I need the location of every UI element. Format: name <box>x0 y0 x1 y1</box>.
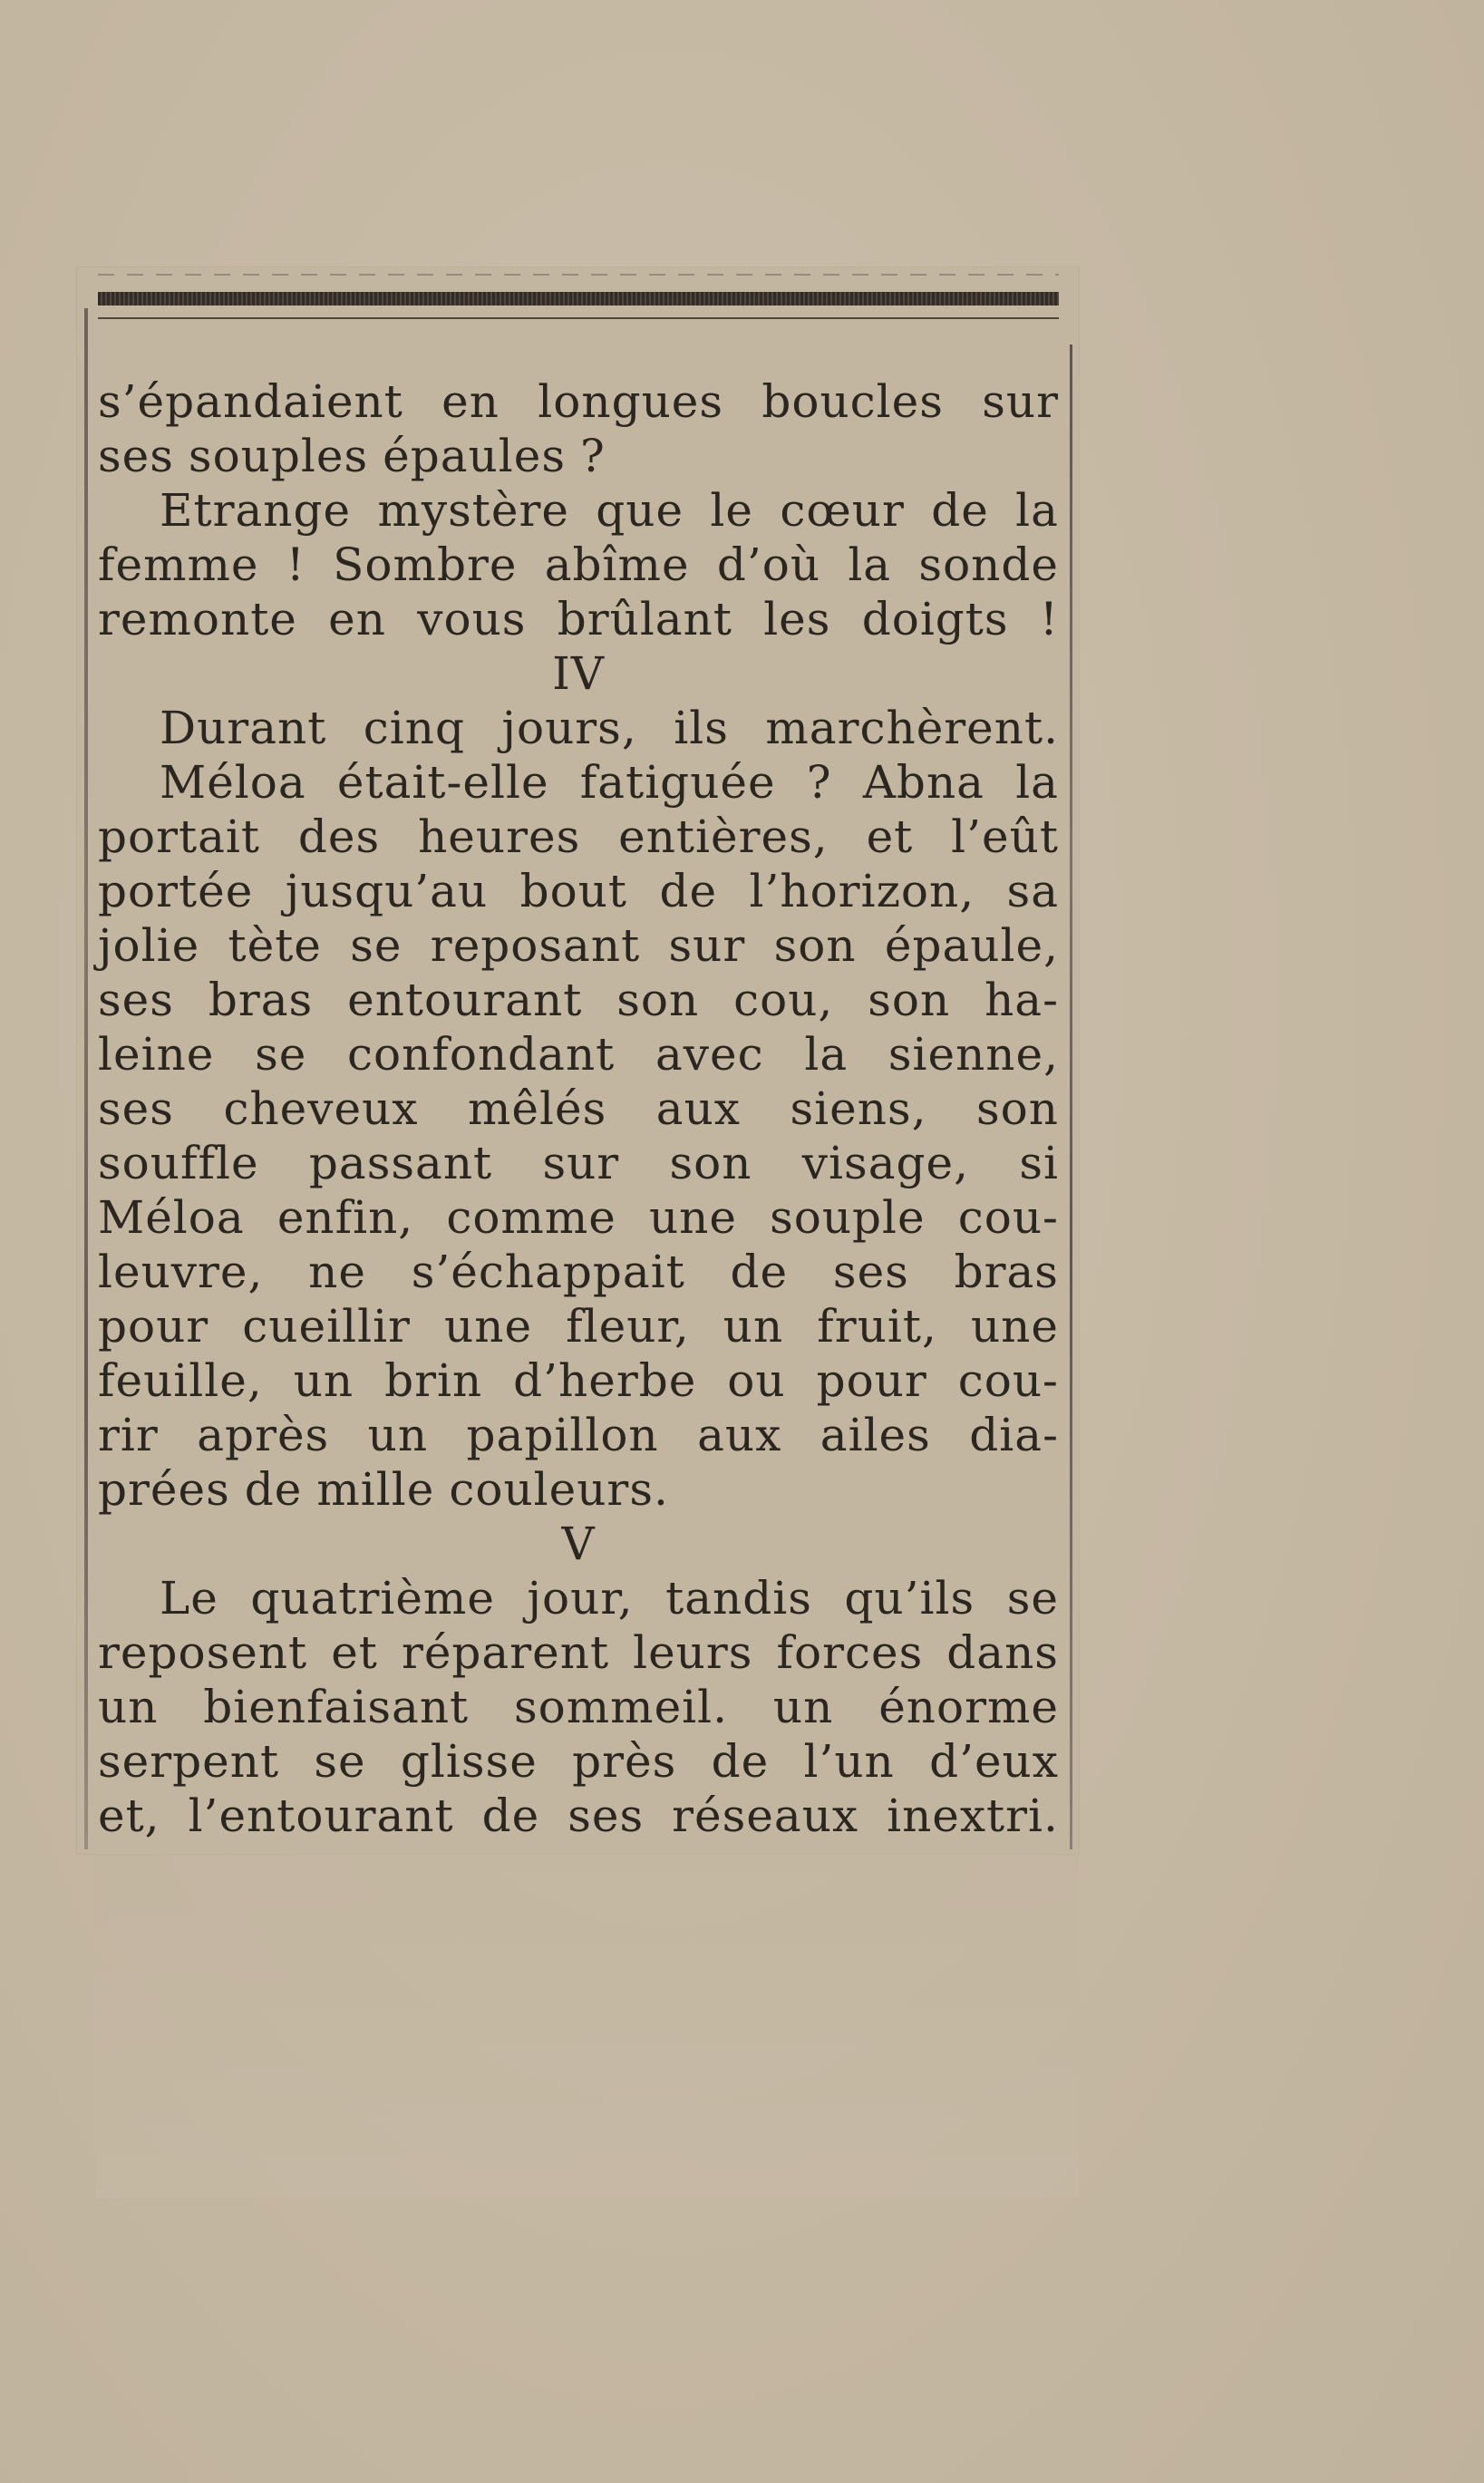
word: ! <box>1039 593 1059 645</box>
word: de <box>244 1463 303 1516</box>
word: papillon <box>466 1409 659 1461</box>
word: un <box>772 1681 834 1733</box>
word: quatrième <box>250 1572 495 1625</box>
word: longues <box>538 375 724 428</box>
word: sur <box>542 1137 620 1189</box>
text-line <box>98 1190 1059 1245</box>
word: d’eux <box>929 1735 1059 1788</box>
word: sa <box>1006 865 1059 917</box>
text-line <box>98 1571 1059 1625</box>
word: ses <box>567 1790 645 1842</box>
word: de <box>730 1246 789 1298</box>
word: la <box>1015 484 1059 537</box>
text-line <box>98 1408 1059 1462</box>
word: ou <box>727 1354 786 1407</box>
word: de <box>481 1790 540 1842</box>
text-line <box>98 810 1059 864</box>
word: mystère <box>377 484 569 537</box>
word: son <box>976 1082 1059 1135</box>
word: Durant <box>160 702 327 754</box>
word: cou, <box>733 974 834 1026</box>
word: remonte <box>98 593 297 645</box>
word: Abna <box>862 756 984 809</box>
word: bienfaisant <box>203 1681 470 1733</box>
word: les <box>763 593 831 645</box>
text-line <box>98 592 1059 646</box>
word: l’un <box>803 1735 895 1788</box>
word: la <box>1015 756 1059 809</box>
word: l’eût <box>951 810 1059 863</box>
word: Sombre <box>333 538 518 591</box>
word: la <box>804 1028 849 1081</box>
word: feuille, <box>98 1354 263 1407</box>
word: rir <box>98 1409 159 1461</box>
word: jour, <box>527 1572 634 1625</box>
word: Méloa <box>160 756 306 809</box>
word: que <box>596 484 684 537</box>
word: confondant <box>347 1028 616 1081</box>
word: d’herbe <box>513 1354 697 1407</box>
word: sur <box>668 919 746 972</box>
word: ailes <box>820 1409 931 1461</box>
word: cheveux <box>223 1082 419 1135</box>
word: vous <box>417 593 527 645</box>
word: une <box>444 1300 533 1353</box>
text-line <box>98 1353 1059 1408</box>
text-line <box>98 1462 1059 1517</box>
word: femme <box>98 538 259 591</box>
text-line <box>98 374 1059 429</box>
word: une <box>648 1191 737 1244</box>
word: en <box>441 375 500 428</box>
word: bras <box>208 974 314 1026</box>
word: le <box>710 484 753 537</box>
word: reposant <box>430 919 641 972</box>
word: souffle <box>98 1137 259 1189</box>
word: réparent <box>401 1626 610 1679</box>
word: son <box>616 974 700 1026</box>
word: heures <box>418 810 581 863</box>
word: la <box>848 538 892 591</box>
word: son <box>669 1137 752 1189</box>
word: Le <box>160 1572 218 1625</box>
word: sur <box>982 375 1059 428</box>
word: couleurs. <box>449 1463 669 1516</box>
word: l’entourant <box>188 1790 454 1842</box>
word: fruit, <box>817 1300 937 1353</box>
word: entières, <box>618 810 829 863</box>
word: s’épandaient <box>98 375 403 428</box>
word: bout <box>519 865 628 917</box>
text-line <box>98 1081 1059 1136</box>
word: d’où <box>716 538 821 591</box>
text-line <box>98 1027 1059 1081</box>
word: épaule, <box>884 919 1059 972</box>
word: Etrange <box>160 484 352 537</box>
word: énorme <box>878 1681 1059 1733</box>
word: inextri. <box>887 1790 1059 1842</box>
text-line <box>98 483 1059 538</box>
word: près <box>572 1735 677 1788</box>
word: des <box>297 810 381 863</box>
word: entourant <box>347 974 583 1026</box>
text-line <box>98 1680 1059 1734</box>
word: ha- <box>984 974 1059 1026</box>
word: aux <box>697 1409 782 1461</box>
word: un <box>367 1409 429 1461</box>
word: cœur <box>780 484 905 537</box>
word: sonde <box>918 538 1059 591</box>
word: et <box>331 1626 378 1679</box>
word: pour <box>816 1354 927 1407</box>
word: Méloa <box>98 1191 245 1244</box>
word: aux <box>655 1082 741 1135</box>
word: jusqu’au <box>285 865 489 917</box>
word: cinq <box>363 702 465 754</box>
word: qu’ils <box>844 1572 975 1625</box>
text-line <box>98 755 1059 810</box>
word: brûlant <box>557 593 732 645</box>
word: de <box>711 1735 770 1788</box>
word: serpent <box>98 1735 280 1788</box>
word: glisse <box>400 1735 538 1788</box>
word: l’horizon, <box>749 865 975 917</box>
word: son <box>773 919 857 972</box>
word: portée <box>98 865 254 917</box>
word: portait <box>98 810 260 863</box>
word: souples <box>188 430 369 482</box>
word: leine <box>98 1028 215 1081</box>
word: leuvre, <box>98 1246 264 1298</box>
top-rule-thin <box>98 317 1059 319</box>
word: réseaux <box>672 1790 859 1842</box>
word: cueillir <box>242 1300 411 1353</box>
word: mille <box>316 1463 435 1516</box>
word: un <box>723 1300 784 1353</box>
text-line <box>98 1299 1059 1353</box>
top-faint-line <box>98 274 1059 276</box>
word: se <box>350 919 403 972</box>
word: reposent <box>98 1626 308 1679</box>
word: mêlés <box>468 1082 607 1135</box>
word: forces <box>776 1626 924 1679</box>
word: en <box>328 593 386 645</box>
clipping-shadow <box>95 1854 1079 2198</box>
word: ses <box>832 1246 909 1298</box>
word: tète <box>228 919 322 972</box>
text-line <box>98 864 1059 918</box>
word: s’échappait <box>411 1246 685 1298</box>
word: pour <box>98 1300 209 1353</box>
text-line <box>98 1625 1059 1680</box>
word: jours, <box>501 702 637 754</box>
word: visage, <box>801 1137 969 1189</box>
text-line <box>98 701 1059 755</box>
word: une <box>970 1300 1059 1353</box>
word: souple <box>770 1191 926 1244</box>
text-line <box>98 1136 1059 1190</box>
word: marchèrent. <box>765 702 1059 754</box>
word: bras <box>954 1246 1059 1298</box>
word: un <box>98 1681 159 1733</box>
word: avec <box>655 1028 764 1081</box>
word: leurs <box>633 1626 753 1679</box>
word: épaules <box>383 430 566 482</box>
section-heading: V <box>561 1518 596 1570</box>
word: enfin, <box>276 1191 414 1244</box>
word: cou- <box>957 1191 1059 1244</box>
text-line <box>98 538 1059 592</box>
word: brin <box>384 1354 483 1407</box>
article-text <box>98 374 1059 1843</box>
word: jolie <box>98 919 200 972</box>
word: et <box>866 810 914 863</box>
word: ses <box>98 974 174 1026</box>
word: dans <box>946 1626 1059 1679</box>
word: cou- <box>957 1354 1059 1407</box>
word: se <box>1006 1572 1059 1625</box>
word: sienne, <box>887 1028 1059 1081</box>
right-column-rule <box>1070 344 1072 1849</box>
word: ses <box>98 430 174 482</box>
text-line <box>98 1789 1059 1843</box>
word: si <box>1019 1137 1059 1189</box>
word: fatiguée <box>579 756 776 809</box>
top-rule-thick <box>98 292 1059 306</box>
word: ses <box>98 1082 174 1135</box>
word: de <box>659 865 718 917</box>
word: passant <box>308 1137 493 1189</box>
word: sommeil. <box>514 1681 729 1733</box>
word: ils <box>674 702 729 754</box>
left-column-rule <box>84 308 88 1849</box>
text-line <box>98 1245 1059 1299</box>
text-line <box>98 1734 1059 1789</box>
word: se <box>255 1028 307 1081</box>
word: abîme <box>544 538 690 591</box>
word: un <box>293 1354 354 1407</box>
word: tandis <box>665 1572 812 1625</box>
word: ne <box>308 1246 366 1298</box>
word: après <box>197 1409 330 1461</box>
word: prées <box>98 1463 230 1516</box>
word: comme <box>446 1191 616 1244</box>
section-heading: IV <box>552 647 605 700</box>
word: ? <box>806 756 832 809</box>
word: doigts <box>861 593 1009 645</box>
word: ! <box>286 538 306 591</box>
text-line <box>98 973 1059 1027</box>
text-line <box>98 918 1059 973</box>
word: ? <box>580 430 606 482</box>
word: siens, <box>790 1082 927 1135</box>
word: de <box>931 484 989 537</box>
word: se <box>314 1735 366 1788</box>
word: était-elle <box>336 756 549 809</box>
word: fleur, <box>566 1300 690 1353</box>
word: boucles <box>761 375 944 428</box>
word: son <box>868 974 951 1026</box>
word: et, <box>98 1790 160 1842</box>
text-line <box>98 429 1059 483</box>
word: dia- <box>969 1409 1059 1461</box>
